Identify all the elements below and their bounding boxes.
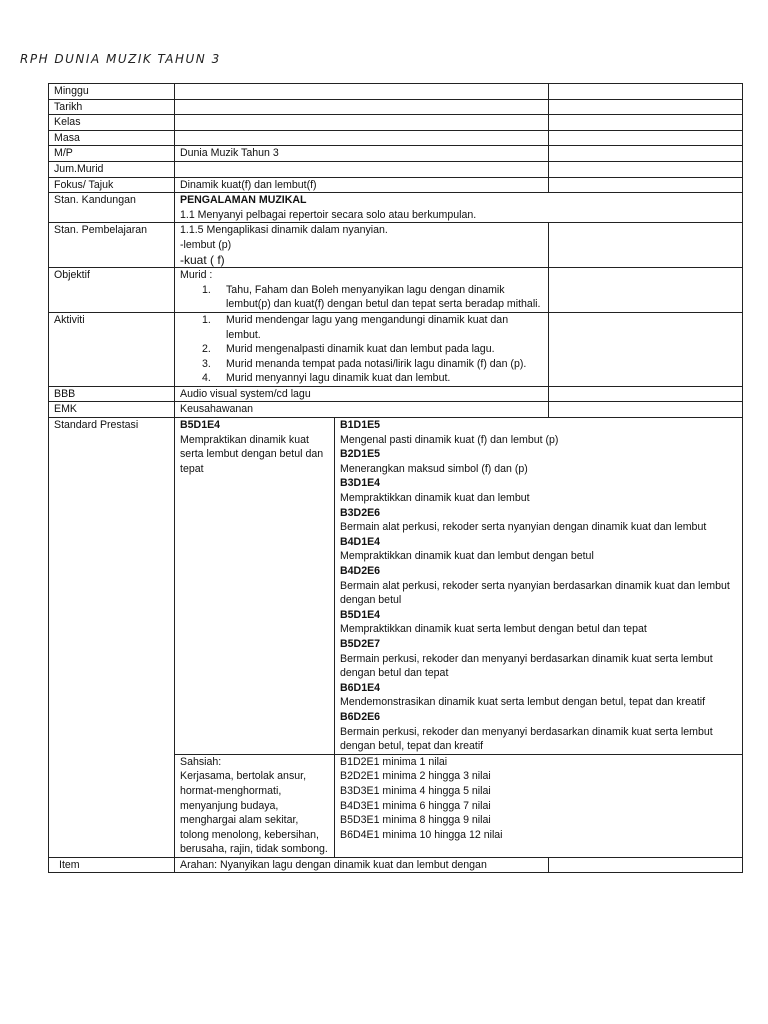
row-emk <box>49 402 743 418</box>
row-fokus <box>49 177 743 193</box>
row-label: Tarikh <box>49 99 175 115</box>
row-minggu <box>49 84 743 100</box>
row-label: Item <box>49 857 175 873</box>
list-text: Murid mendengar lagu yang mengandungi dinamik kuat dan lembut. <box>226 313 509 341</box>
nilai-line: B1D2E1 minima 1 nilai <box>340 755 448 768</box>
row-extra <box>549 402 743 418</box>
row-extra <box>549 161 743 177</box>
level-text: Mempraktikkan dinamik kuat dan lembut dengan betul <box>340 550 594 563</box>
list-item <box>180 313 543 342</box>
row-value <box>175 161 549 177</box>
row-stan-pembelajaran <box>49 223 743 268</box>
nilai-line: B6D4E1 minima 10 hingga 12 nilai <box>340 828 503 841</box>
row-label: Masa <box>49 130 175 146</box>
list-number: 3. <box>202 357 211 370</box>
list-item <box>180 283 543 312</box>
level-text: Bermain perkusi, rekoder dan menyanyi berdasarkan dinamik kuat serta lembut dengan betul, tepat dan kreatif <box>340 725 713 753</box>
standard-line: -lembut (p) <box>180 238 232 251</box>
list-text: Murid mengenalpasti dinamik kuat dan lembut pada lagu. <box>226 343 495 356</box>
level-code: B3D1E4 <box>340 477 381 490</box>
list-number: 1. <box>202 313 211 326</box>
row-label: Stan. Kandungan <box>49 193 175 223</box>
nilai-line: B4D3E1 minima 6 hingga 7 nilai <box>340 799 491 812</box>
row-extra <box>549 99 743 115</box>
level-text: Mempraktikkan dinamik kuat dan lembut <box>340 492 530 505</box>
row-item <box>49 857 743 873</box>
row-label: Minggu <box>49 84 175 100</box>
row-label: BBB <box>49 386 175 402</box>
list-number: 1. <box>202 283 211 296</box>
level-text: Menerangkan maksud simbol (f) dan (p) <box>340 462 528 475</box>
row-jum-murid <box>49 161 743 177</box>
row-standard-prestasi <box>49 418 743 755</box>
row-extra <box>549 386 743 402</box>
row-label: Jum.Murid <box>49 161 175 177</box>
level-code: B6D1E4 <box>340 681 381 694</box>
row-extra <box>549 312 743 386</box>
row-masa <box>49 130 743 146</box>
prestasi-main <box>175 418 335 755</box>
section-heading: PENGALAMAN MUZIKAL <box>180 194 307 207</box>
nilai-line: B5D3E1 minima 8 hingga 9 nilai <box>340 814 491 827</box>
level-text: Mendemonstrasikan dinamik kuat serta lembut dengan betul, tepat dan kreatif <box>340 696 706 709</box>
sahsiah-cell <box>175 754 335 857</box>
standard-text: 1.1 Menyanyi pelbagai repertoir secara solo atau berkumpulan. <box>180 208 477 221</box>
row-label: Objektif <box>49 268 175 313</box>
list-number: 4. <box>202 372 211 385</box>
standard-line: -kuat ( f) <box>180 252 225 267</box>
row-stan-kandungan <box>49 193 743 223</box>
row-value: Dinamik kuat(f) dan lembut(f) <box>175 177 549 193</box>
level-text: Bermain alat perkusi, rekoder serta nyanyian berdasarkan dinamik kuat dan lembut dengan betul <box>340 579 730 607</box>
row-aktiviti <box>49 312 743 386</box>
row-label: Stan. Pembelajaran <box>49 223 175 268</box>
row-extra <box>549 177 743 193</box>
level-code: B3D2E6 <box>340 506 381 519</box>
prestasi-text: Mempraktikan dinamik kuat serta lembut dengan betul dan tepat <box>180 433 324 475</box>
list-text: Murid menyannyi lagu dinamik kuat dan lembut. <box>226 372 451 385</box>
nilai-line: B3D3E1 minima 4 hingga 5 nilai <box>340 784 491 797</box>
row-value <box>175 84 549 100</box>
objektif-list <box>180 283 543 312</box>
row-bbb <box>49 386 743 402</box>
sahsiah-text: Kerjasama, bertolak ansur, hormat-menghormati, menyanjung budaya, menghargai alam sekitar, tolong menolong, kebersihan, berusaha, rajin, tidak sombong. <box>180 770 328 856</box>
row-value <box>175 130 549 146</box>
row-value <box>175 223 549 268</box>
row-label: EMK <box>49 402 175 418</box>
rph-table <box>48 83 743 873</box>
row-extra <box>549 223 743 268</box>
row-kelas <box>49 115 743 131</box>
row-extra <box>549 146 743 162</box>
row-value <box>175 99 549 115</box>
row-label: Kelas <box>49 115 175 131</box>
level-code: B5D2E7 <box>340 637 381 650</box>
level-code: B6D2E6 <box>340 710 381 723</box>
level-code: B4D2E6 <box>340 565 381 577</box>
row-value <box>175 268 549 313</box>
list-item <box>180 342 543 357</box>
row-label: Standard Prestasi <box>49 418 175 858</box>
level-code: B5D1E4 <box>340 608 381 621</box>
objektif-intro: Murid : <box>180 269 213 282</box>
level-text: Bermain perkusi, rekoder dan menyanyi berdasarkan dinamik kuat serta lembut dengan betul dan tepat <box>340 652 713 680</box>
list-text: Murid menanda tempat pada notasi/lirik lagu dinamik (f) dan (p). <box>226 357 527 370</box>
document-title: RPH DUNIA MUZIK TAHUN 3 <box>20 52 221 66</box>
row-value <box>175 115 549 131</box>
nilai-cell <box>335 754 743 857</box>
level-text: Mengenal pasti dinamik kuat (f) dan lembut (p) <box>340 433 559 446</box>
row-value <box>175 312 549 386</box>
row-label: Aktiviti <box>49 312 175 386</box>
standard-line: 1.1.5 Mengaplikasi dinamik dalam nyanyian. <box>180 224 388 237</box>
row-value: Audio visual system/cd lagu <box>175 386 549 402</box>
row-label: M/P <box>49 146 175 162</box>
list-number: 2. <box>202 343 211 356</box>
row-extra <box>549 268 743 313</box>
row-objektif <box>49 268 743 313</box>
row-extra <box>549 115 743 131</box>
list-text: Tahu, Faham dan Boleh menyanyikan lagu dengan dinamik lembut(p) dan kuat(f) dengan betul dan tepat serta beradap mithali. <box>226 283 541 311</box>
level-code: B4D1E4 <box>340 535 381 548</box>
level-text: Mempraktikkan dinamik kuat serta lembut dengan betul dan tepat <box>340 623 647 636</box>
list-item <box>180 371 543 386</box>
row-value <box>175 193 743 223</box>
row-mp <box>49 146 743 162</box>
prestasi-levels <box>335 418 743 755</box>
row-extra <box>549 130 743 146</box>
sahsiah-label: Sahsiah: <box>180 755 222 768</box>
row-value: Keusahawanan <box>175 402 549 418</box>
level-code: B1D1E5 <box>340 419 381 432</box>
nilai-line: B2D2E1 minima 2 hingga 3 nilai <box>340 770 491 783</box>
row-value: Arahan: Nyanyikan lagu dengan dinamik kuat dan lembut dengan <box>175 857 549 873</box>
list-item <box>180 357 543 372</box>
row-label: Fokus/ Tajuk <box>49 177 175 193</box>
level-code: B2D1E5 <box>340 448 381 461</box>
level-text: Bermain alat perkusi, rekoder serta nyanyian dengan dinamik kuat dan lembut <box>340 521 707 534</box>
aktiviti-list <box>180 313 543 386</box>
prestasi-code: B5D1E4 <box>180 419 221 432</box>
row-extra <box>549 857 743 873</box>
row-tarikh <box>49 99 743 115</box>
row-value: Dunia Muzik Tahun 3 <box>175 146 549 162</box>
row-extra <box>549 84 743 100</box>
